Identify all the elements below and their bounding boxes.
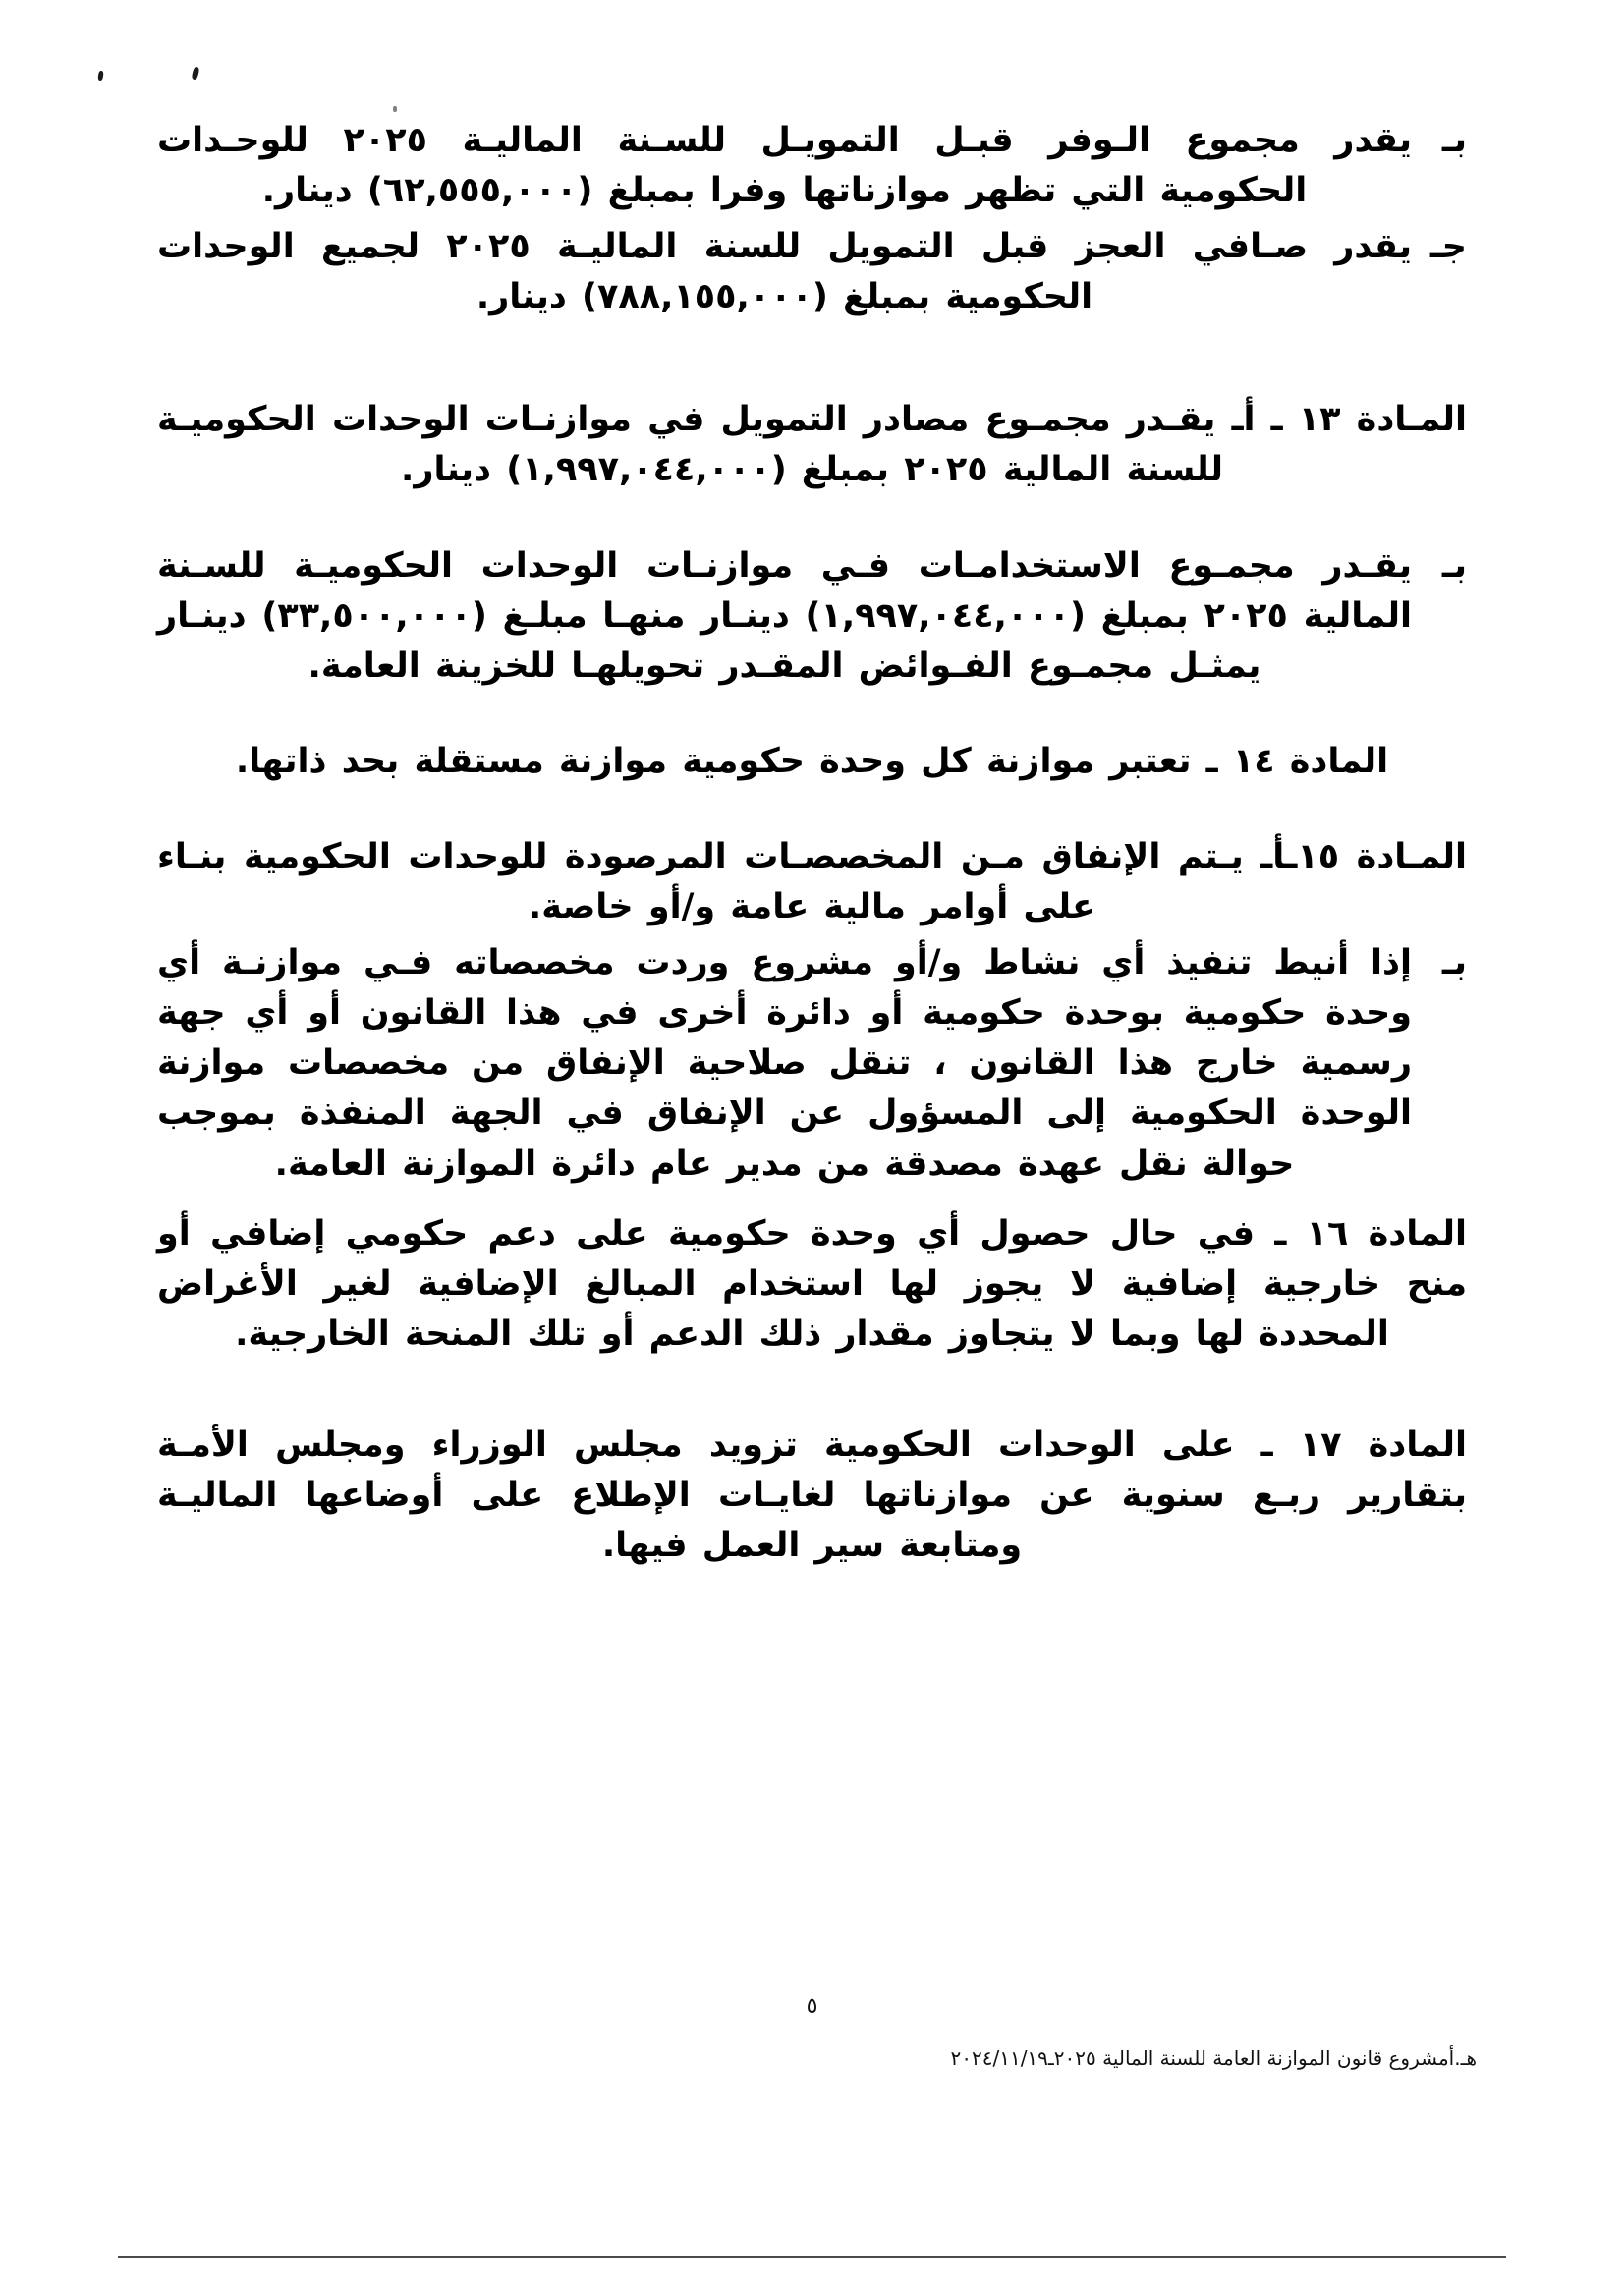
article-17: المادة ١٧ ـ على الوحدات الحكومية تزويد مجلس الوزراء ومجلس الأمـة بتقارير ربـع سنوية عن موازناتها لغايـات الإطلاع على أوضاعها الماليـة ومتابعة سير العمل فيها. (157, 1425, 1467, 1566)
clause-label-c: جـ (1429, 227, 1467, 267)
document-body (157, 116, 1467, 1571)
clause-b-article-12-text: يقدر مجموع الـوفر قبـل التمويـل للسـنة الماليـة ٢٠٢٥ للوحـدات الحكومية التي تظهر موازناتها وفرا بمبلغ (٦٢,٥٥٥,٠٠٠) دينار. (157, 121, 1412, 211)
spacer (157, 692, 1467, 737)
clause-c-article-12-text: يقدر صـافي العجز قبل التمويل للسنة الماليـة ٢٠٢٥ لجميع الوحدات الحكومية بمبلغ (٧٨٨,١٥٥,٠٠٠) دينار. (157, 227, 1412, 317)
clause-c-article-12 (157, 222, 1467, 322)
article-15-b-text: إذا أنيط تنفيذ أي نشاط و/أو مشروع وردت مخصصاته فـي موازنـة أي وحدة حكومية بوحدة حكومية أو دائرة أخرى في هذا القانون أو أي جهة رسمية خارج هذا القانون ، تنقل صلاحية الإنفاق من مخصصات موازنة الوحدة الحكومية إلى المسؤول عن الإنفاق في الجهة المنفذة بموجب حوالة نقل عهدة مصدقة من مدير عام دائرة الموازنة العامة. (157, 943, 1412, 1184)
article-13-b-text: يقـدر مجمـوع الاستخدامـات فـي موازنـات الوحدات الحكوميـة للسـنة المالية ٢٠٢٥ بمبلغ (١,٩٩٧,٠٤٤,٠٠٠) دينـار منهـا مبلـغ (٣٣,٥٠٠,٠٠٠) دينـار يمثـل مجمـوع الفـوائض المقـدر تحويلهـا للخزينة العامة. (157, 545, 1412, 686)
article-13-a: المـادة ١٣ ـ أـ يقـدر مجمـوع مصادر التمويل في موازنـات الوحدات الحكوميـة للسنة المالية ٢٠٢٥ بمبلغ (١,٩٩٧,٠٤٤,٠٠٠) دينار. (157, 400, 1467, 490)
article-15-b (157, 938, 1467, 1189)
spacer (157, 1190, 1467, 1209)
clause-label-b: بـ (1441, 121, 1467, 160)
footer-note: هـ.أمشروع قانون الموازنة العامة للسنة المالية ٢٠٢٥ـ٢٠٢٤/١١/١٩ (950, 2046, 1477, 2070)
scan-artifact-speck-icon (97, 71, 103, 82)
spacer (157, 322, 1467, 395)
spacer (157, 787, 1467, 832)
clause-label-b: بـ (1441, 545, 1467, 586)
article-13-b (157, 541, 1467, 692)
clause-b-article-12 (157, 116, 1467, 216)
page-bottom-rule (118, 2256, 1506, 2258)
article-15-a: المـادة ١٥ـأـ يـتم الإنفاق مـن المخصصـات المرصودة للوحدات الحكومية بنـاء على أوامر مالية عامة و/أو خاصة. (157, 836, 1467, 927)
article-16: المادة ١٦ ـ في حال حصول أي وحدة حكومية على دعم حكومي إضافي أو منح خارجية إضافية لا يجوز لها استخدام المبالغ الإضافية لغير الأغراض المحددة لها وبما لا يتجاوز مقدار ذلك الدعم أو تلك المنحة الخارجية. (157, 1213, 1467, 1354)
spacer (157, 1360, 1467, 1421)
page-number: ٥ (806, 1994, 818, 2019)
spacer (157, 496, 1467, 541)
clause-label-b: بـ (1441, 943, 1467, 983)
article-14: المادة ١٤ ـ تعتبر موازنة كل وحدة حكومية موازنة مستقلة بحد ذاتها. (235, 741, 1389, 781)
scan-artifact-speck-icon (192, 66, 200, 80)
scan-artifact-speck-icon (393, 106, 397, 112)
